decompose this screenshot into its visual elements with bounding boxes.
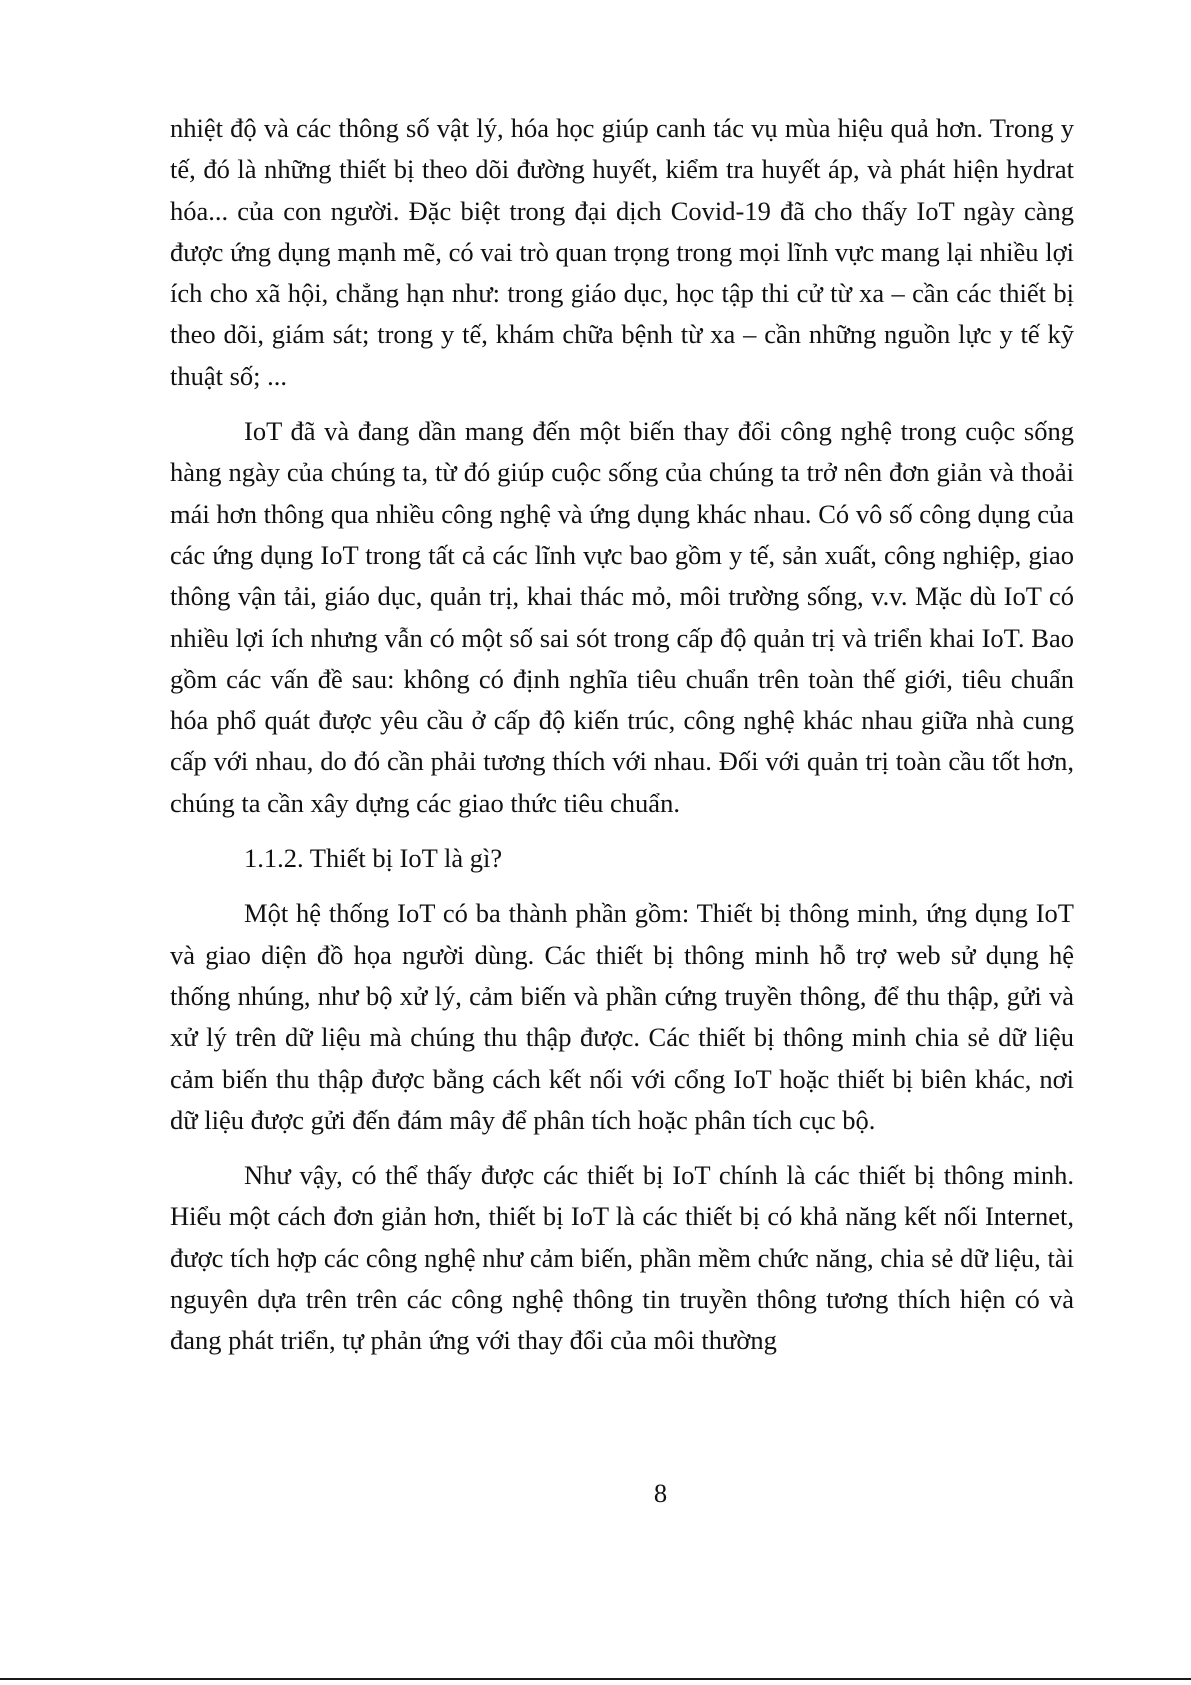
paragraph-iot-system-components: Một hệ thống IoT có ba thành phần gồm: Thiết bị thông minh, ứng dụng IoT và giao diện đồ họa người dùng. Các thiết bị thông minh hỗ trợ web sử dụng hệ thống nhúng, như bộ xử lý, cảm biến và phần cứng truyền thông, để thu thập, gửi và xử lý trên dữ liệu mà chúng thu thập được. Các thiết bị thông minh chia sẻ dữ liệu cảm biến thu thập được bằng cách kết nối với cổng IoT hoặc thiết bị biên khác, nơi dữ liệu được gửi đến đám mây để phân tích hoặc phân tích cục bộ.	[170, 898, 1074, 1135]
footer-divider	[0, 1678, 1191, 1680]
paragraph-iot-device-definition: Như vậy, có thể thấy được các thiết bị IoT chính là các thiết bị thông minh. Hiểu một cách đơn giản hơn, thiết bị IoT là các thiết bị có khả năng kết nối Internet, được tích hợp các công nghệ như cảm biến, phần mềm chức năng, chia sẻ dữ liệu, tài nguyên dựa trên trên các công nghệ thông tin truyền thông tương thích hiện có và đang phát triển, tự phản ứng với thay đổi của môi thường	[170, 1160, 1074, 1356]
paragraph-iot-changes-and-challenges: IoT đã và đang dần mang đến một biến thay đổi công nghệ trong cuộc sống hàng ngày của chúng ta, từ đó giúp cuộc sống của chúng ta trở nên đơn giản và thoải mái hơn thông qua nhiều công nghệ và ứng dụng khác nhau. Có vô số công dụng của các ứng dụng IoT trong tất cả các lĩnh vực bao gồm y tế, sản xuất, công nghiệp, giao thông vận tải, giáo dục, quản trị, khai thác mỏ, môi trường sống, v.v. Mặc dù IoT có nhiều lợi ích nhưng vẫn có một số sai sót trong cấp độ quản trị và triển khai IoT. Bao gồm các vấn đề sau: không có định nghĩa tiêu chuẩn trên toàn thế giới, tiêu chuẩn hóa phổ quát được yêu cầu ở cấp độ kiến trúc, công nghệ khác nhau giữa nhà cung cấp với nhau, do đó cần phải tương thích với nhau. Đối với quản trị toàn cầu tốt hơn, chúng ta cần xây dựng các giao thức tiêu chuẩn.	[170, 416, 1074, 818]
paragraph-iot-applications-continued: nhiệt độ và các thông số vật lý, hóa học giúp canh tác vụ mùa hiệu quả hơn. Trong y tế, đó là những thiết bị theo dõi đường huyết, kiểm tra huyết áp, và phát hiện hydrat hóa... của con người. Đặc biệt trong đại dịch Covid-19 đã cho thấy IoT ngày càng được ứng dụng mạnh mẽ, có vai trò quan trọng trong mọi lĩnh vực mang lại nhiều lợi ích cho xã hội, chẳng hạn như: trong giáo dục, học tập thi cử từ xa – cần các thiết bị theo dõi, giám sát; trong y tế, khám chữa bệnh từ xa – cần những nguồn lực y tế kỹ thuật số; ...	[170, 113, 1074, 391]
page-number: 8	[653, 1478, 668, 1508]
page-body	[170, 108, 1074, 1362]
section-heading: 1.1.2. Thiết bị IoT là gì?	[244, 843, 503, 874]
